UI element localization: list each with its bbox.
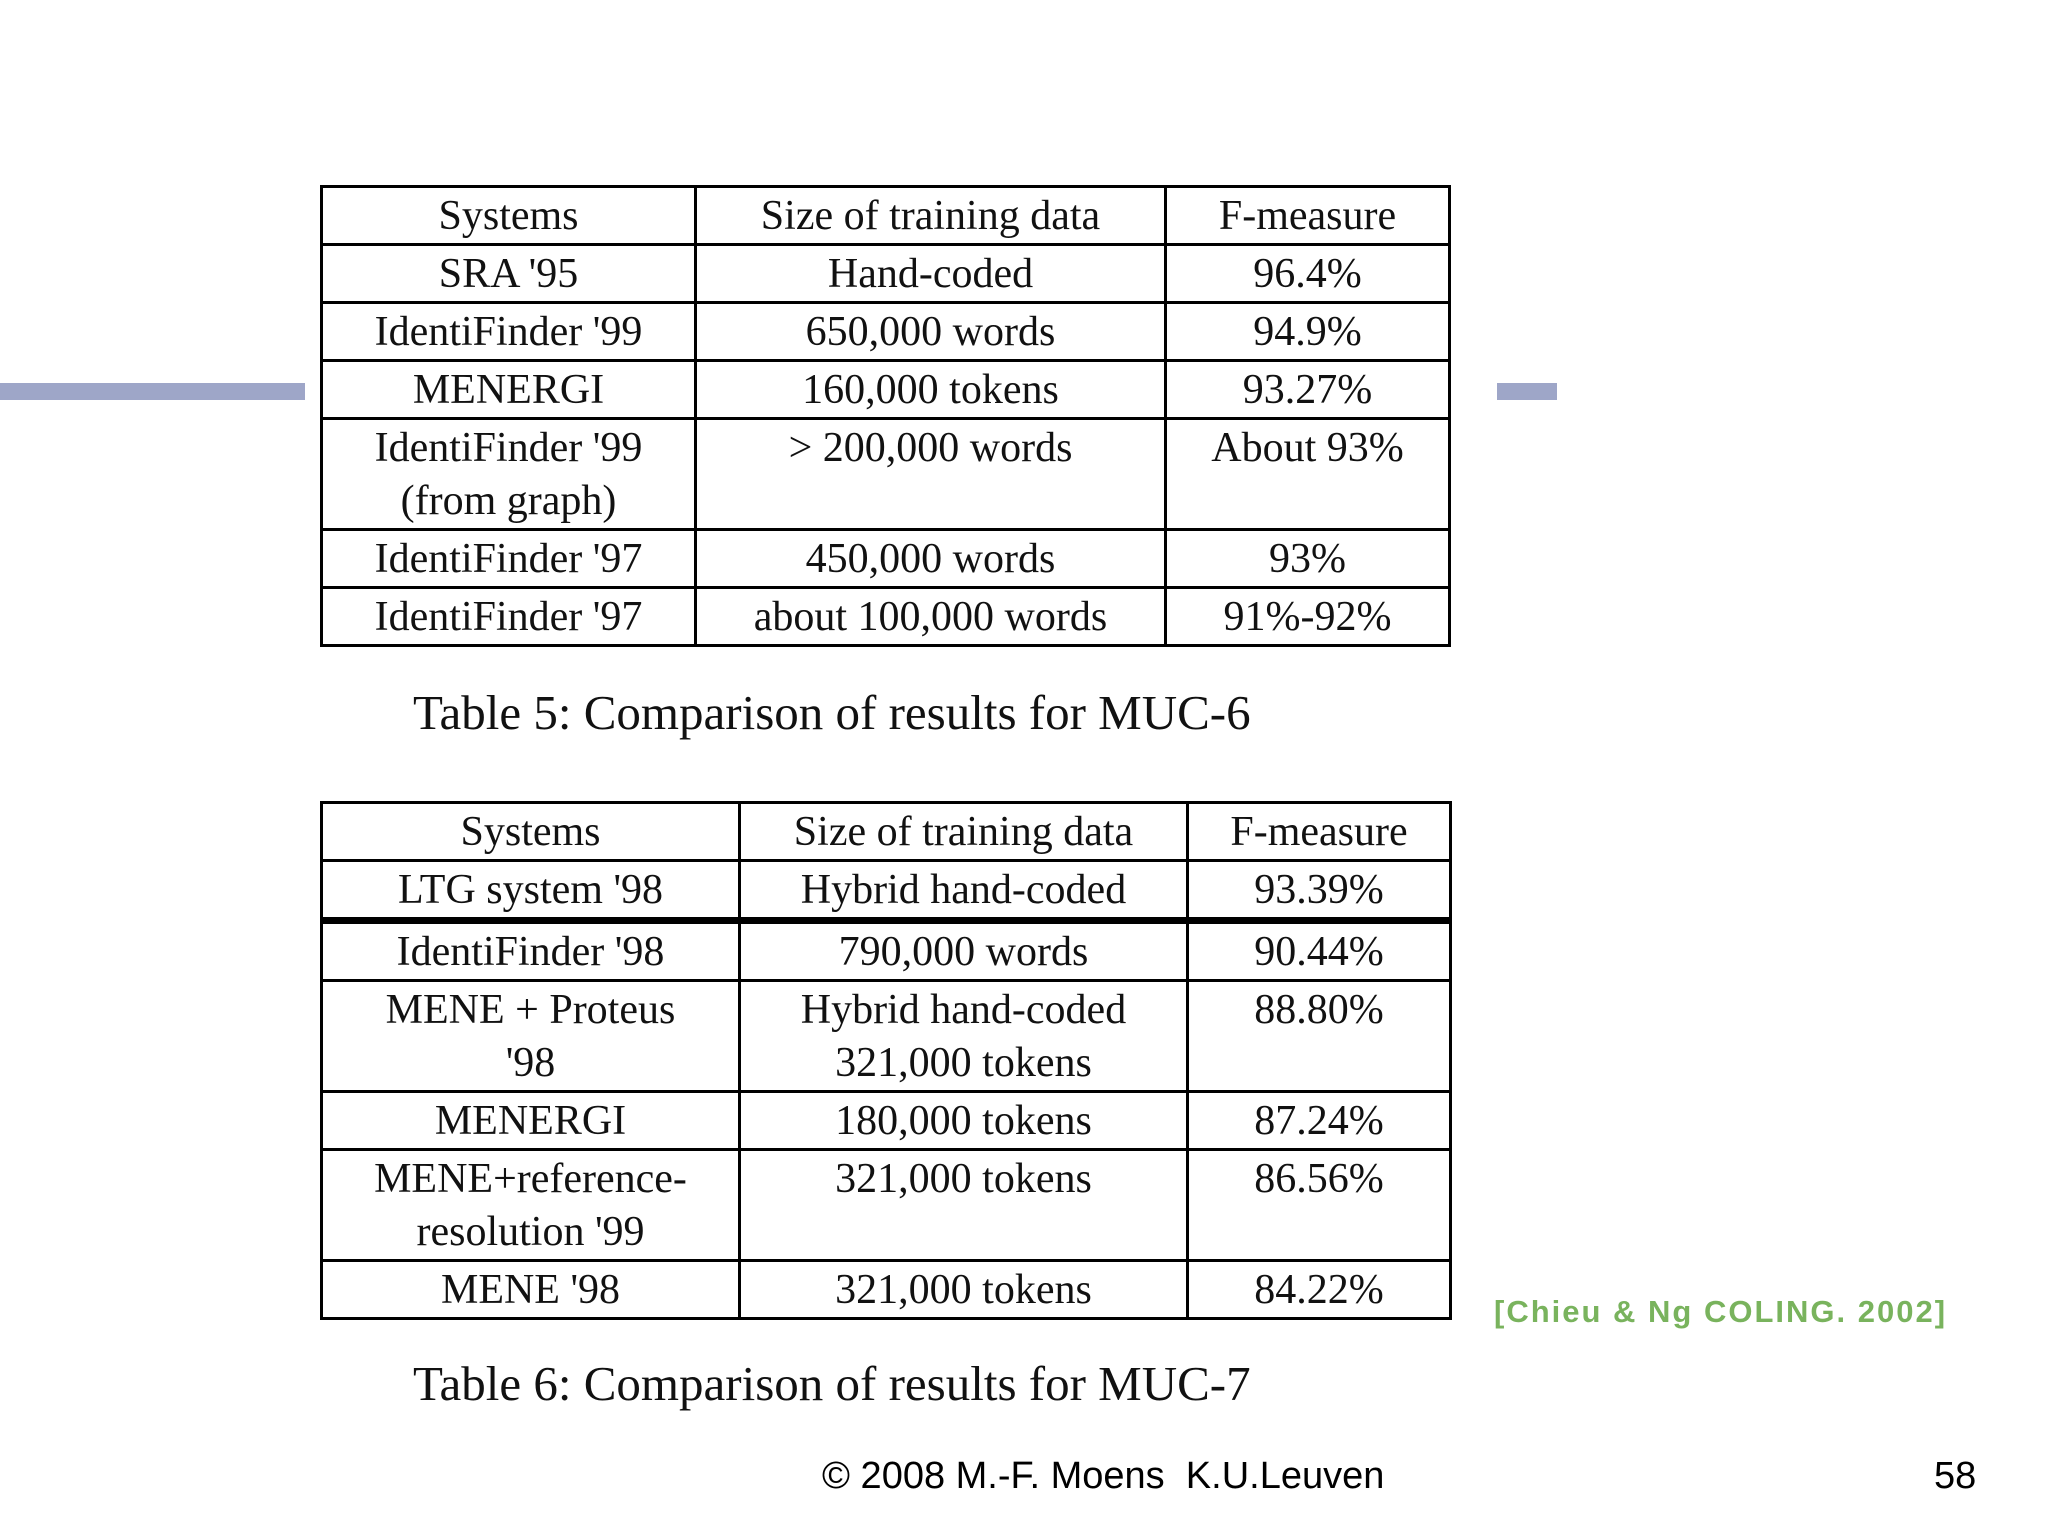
cell-training-size: about 100,000 words xyxy=(696,588,1166,646)
cell-training-size: 450,000 words xyxy=(696,530,1166,588)
citation: [Chieu & Ng COLING. 2002] xyxy=(1494,1294,1948,1329)
cell-system: MENE '98 xyxy=(322,1261,740,1319)
column-header-f-measure: F-measure xyxy=(1166,187,1450,245)
cell-training-size: Hybrid hand-coded xyxy=(740,861,1188,921)
table-row xyxy=(322,1150,1451,1261)
cell-f-measure: 96.4% xyxy=(1166,245,1450,303)
cell-f-measure: 90.44% xyxy=(1188,921,1451,981)
cell-system: LTG system '98 xyxy=(322,861,740,921)
cell-training-size: > 200,000 words xyxy=(696,419,1166,530)
table-header-row xyxy=(322,187,1450,245)
table-6-caption: Table 6: Comparison of results for MUC-7 xyxy=(413,1356,1251,1411)
decorative-bar-left xyxy=(0,383,305,400)
cell-training-size: Hybrid hand-coded 321,000 tokens xyxy=(740,981,1188,1092)
cell-f-measure: 86.56% xyxy=(1188,1150,1451,1261)
cell-training-size: 650,000 words xyxy=(696,303,1166,361)
page-number: 58 xyxy=(1934,1455,1977,1497)
column-header-systems: Systems xyxy=(322,803,740,861)
cell-training-size: 321,000 tokens xyxy=(740,1261,1188,1319)
table-row xyxy=(322,245,1450,303)
cell-system: IdentiFinder '99 (from graph) xyxy=(322,419,696,530)
muc6-results-table xyxy=(320,185,1451,647)
muc7-results-table xyxy=(320,801,1452,1320)
cell-system: MENE + Proteus '98 xyxy=(322,981,740,1092)
column-header-systems: Systems xyxy=(322,187,696,245)
table-row xyxy=(322,981,1451,1092)
cell-system: IdentiFinder '98 xyxy=(322,921,740,981)
cell-f-measure: 94.9% xyxy=(1166,303,1450,361)
cell-training-size: 180,000 tokens xyxy=(740,1092,1188,1150)
cell-system: MENE+reference- resolution '99 xyxy=(322,1150,740,1261)
cell-training-size: Hand-coded xyxy=(696,245,1166,303)
table-row xyxy=(322,419,1450,530)
footer-copyright: © 2008 M.-F. Moens K.U.Leuven xyxy=(822,1455,1385,1497)
table-row xyxy=(322,1261,1451,1319)
cell-system: IdentiFinder '97 xyxy=(322,530,696,588)
cell-training-size: 790,000 words xyxy=(740,921,1188,981)
table-row xyxy=(322,588,1450,646)
cell-system: MENERGI xyxy=(322,1092,740,1150)
cell-training-size: 160,000 tokens xyxy=(696,361,1166,419)
cell-f-measure: About 93% xyxy=(1166,419,1450,530)
cell-f-measure: 87.24% xyxy=(1188,1092,1451,1150)
column-header-training-size: Size of training data xyxy=(740,803,1188,861)
decorative-bar-right xyxy=(1497,383,1557,400)
cell-training-size: 321,000 tokens xyxy=(740,1150,1188,1261)
cell-f-measure: 84.22% xyxy=(1188,1261,1451,1319)
table-header-row xyxy=(322,803,1451,861)
table-row xyxy=(322,303,1450,361)
cell-f-measure: 93% xyxy=(1166,530,1450,588)
cell-f-measure: 91%-92% xyxy=(1166,588,1450,646)
cell-system: IdentiFinder '97 xyxy=(322,588,696,646)
cell-system: MENERGI xyxy=(322,361,696,419)
column-header-training-size: Size of training data xyxy=(696,187,1166,245)
column-header-f-measure: F-measure xyxy=(1188,803,1451,861)
cell-f-measure: 93.27% xyxy=(1166,361,1450,419)
table-5-caption: Table 5: Comparison of results for MUC-6 xyxy=(413,685,1251,740)
table-row xyxy=(322,1092,1451,1150)
table-row xyxy=(322,361,1450,419)
cell-f-measure: 88.80% xyxy=(1188,981,1451,1092)
cell-system: IdentiFinder '99 xyxy=(322,303,696,361)
cell-f-measure: 93.39% xyxy=(1188,861,1451,921)
table-row xyxy=(322,530,1450,588)
table-row xyxy=(322,861,1451,921)
table-row xyxy=(322,921,1451,981)
cell-system: SRA '95 xyxy=(322,245,696,303)
